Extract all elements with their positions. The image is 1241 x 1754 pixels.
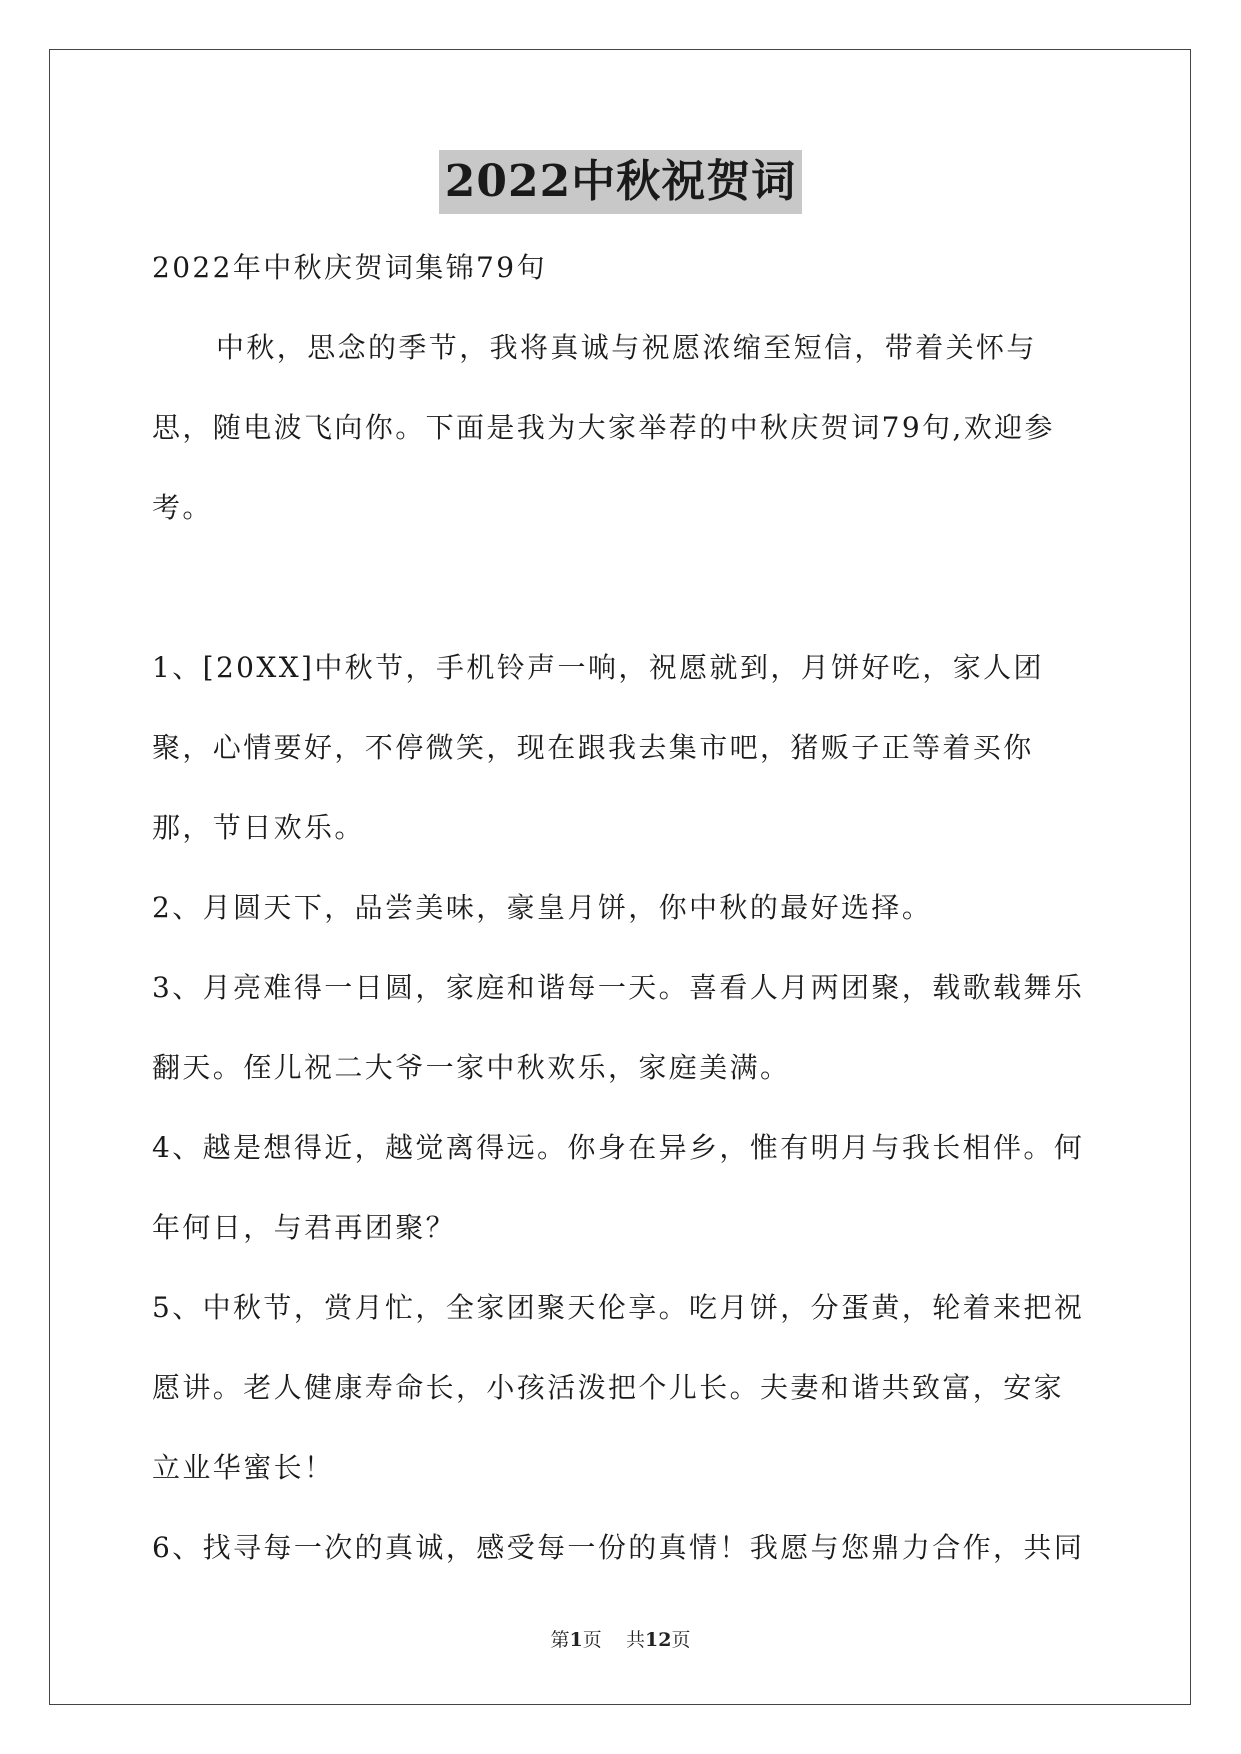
- document-subtitle: 2022年中秋庆贺词集锦79句: [152, 251, 547, 284]
- document-body: [152, 228, 1087, 1588]
- intro-paragraph: 中秋，思念的季节，我将真诚与祝愿浓缩至短信，带着关怀与思，随电波飞向你。下面是我为大家举荐的中秋庆贺词79句,欢迎参考。: [152, 331, 1055, 524]
- page-footer: [0, 1628, 1241, 1652]
- greeting-item-1: 1、[20XX]中秋节，手机铃声一响，祝愿就到，月饼好吃，家人团聚，心情要好，不停微笑，现在跟我去集市吧，猪贩子正等着买你那，节日欢乐。: [152, 651, 1044, 844]
- total-suffix: 页: [671, 1629, 691, 1651]
- title-container: [0, 150, 1241, 214]
- greeting-item-2: 2、月圆天下，品尝美味，豪皇月饼，你中秋的最好选择。: [152, 891, 933, 924]
- blank-line: [152, 548, 1087, 628]
- total-prefix: 共: [625, 1629, 645, 1651]
- greeting-item-3: 3、月亮难得一日圆，家庭和谐每一天。喜看人月两团聚，载歌载舞乐翻天。侄儿祝二大爷一家中秋欢乐，家庭美满。: [152, 971, 1085, 1084]
- greeting-item-6: 6、找寻每一次的真诚，感受每一份的真情！我愿与您鼎力合作，共同: [152, 1531, 1085, 1564]
- page-suffix: 页: [582, 1629, 602, 1651]
- page-total: 12: [644, 1629, 672, 1651]
- greeting-item-5: 5、中秋节，赏月忙，全家团聚天伦享。吃月饼，分蛋黄，轮着来把祝愿讲。老人健康寿命长，小孩活泼把个儿长。夫妻和谐共致富，安家立业华蜜长！: [152, 1291, 1085, 1484]
- document-title: 2022中秋祝贺词: [439, 150, 802, 214]
- page-current: 1: [569, 1629, 583, 1651]
- greeting-item-4: 4、越是想得近，越觉离得远。你身在异乡，惟有明月与我长相伴。何年何日，与君再团聚？: [152, 1131, 1085, 1244]
- page-prefix: 第: [550, 1629, 570, 1651]
